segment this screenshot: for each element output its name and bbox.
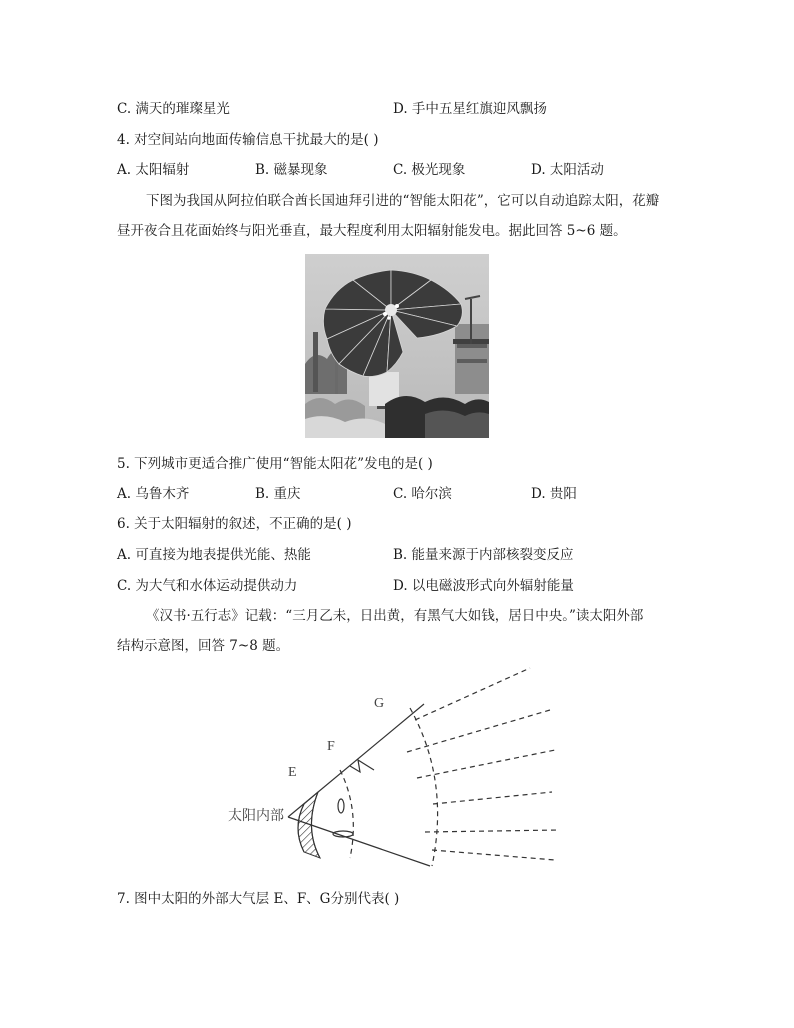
q4-option-a: A. 太阳辐射	[117, 162, 190, 178]
q4-option-c: C. 极光现象	[393, 162, 466, 178]
layer-f-boundary	[340, 770, 353, 858]
passage1-line2: 昼开夜合且花面始终与阳光垂直，最大程度利用太阳辐射能发电。据此回答 5~6 题。	[117, 223, 627, 239]
q6-option-d: D. 以电磁波形式向外辐射能量	[393, 578, 574, 594]
q6-options-row2	[117, 576, 574, 596]
q5-option-a: A. 乌鲁木齐	[117, 486, 190, 502]
passage1-line1: 下图为我国从阿拉伯联合酋长国迪拜引进的“智能太阳花”，它可以自动追踪太阳，花瓣	[146, 193, 660, 209]
q6-stem: 6. 关于太阳辐射的叙述，不正确的是( )	[117, 516, 352, 532]
label-f: F	[327, 739, 335, 754]
label-sun-interior: 太阳内部	[228, 809, 284, 824]
label-g: G	[374, 696, 385, 711]
q4-stem: 4. 对空间站向地面传输信息干扰最大的是( )	[117, 132, 379, 148]
q5-option-b: B. 重庆	[255, 486, 301, 502]
passage2-line1: 《汉书·五行志》记载：“三月乙未，日出黄，有黑气大如钱，居日中央。”读太阳外部	[146, 608, 644, 624]
sunspot-oval	[338, 799, 344, 813]
q6-option-b: B. 能量来源于内部核裂变反应	[393, 547, 574, 563]
label-e: E	[288, 765, 297, 780]
q3-option-d: D. 手中五星红旗迎风飘扬	[393, 101, 547, 117]
q5-options-row	[117, 484, 677, 504]
q7-stem: 7. 图中太阳的外部大气层 E、F、G分别代表( )	[117, 891, 400, 907]
layer-g-boundary	[410, 708, 438, 866]
q6-option-c: C. 为大气和水体运动提供动力	[117, 578, 298, 594]
q4-option-d: D. 太阳活动	[531, 162, 604, 178]
sun-structure-diagram	[200, 660, 580, 870]
q5-option-d: D. 贵阳	[531, 486, 577, 502]
q5-stem: 5. 下列城市更适合推广使用“智能太阳花”发电的是( )	[117, 456, 433, 472]
q6-option-a: A. 可直接为地表提供光能、热能	[117, 547, 311, 563]
q3-option-c: C. 满天的璀璨星光	[117, 101, 230, 117]
smart-sunflower-photo	[305, 254, 489, 438]
q6-options-row1	[117, 545, 574, 565]
q5-option-c: C. 哈尔滨	[393, 486, 452, 502]
passage2-line2: 结构示意图，回答 7~8 题。	[117, 638, 290, 654]
q3-options-row	[117, 99, 547, 119]
q4-options-row	[117, 160, 677, 180]
q4-option-b: B. 磁暴现象	[255, 162, 328, 178]
